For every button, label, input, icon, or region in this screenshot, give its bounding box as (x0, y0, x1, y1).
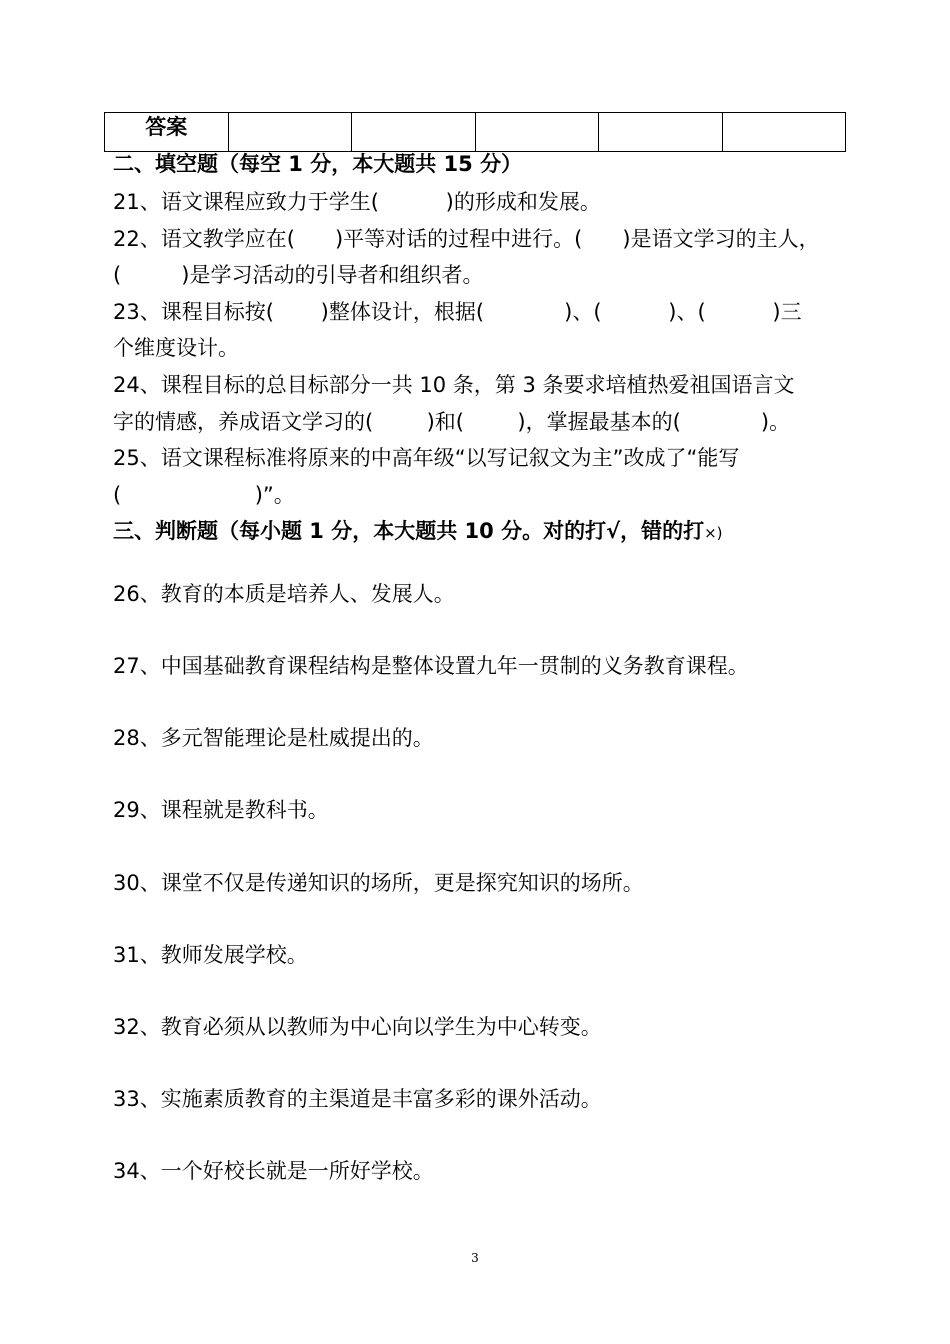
judgment-item: 34、一个好校长就是一所好学校。 (113, 1159, 434, 1183)
question-24-line-1: 24、课程目标的总目标部分一共 10 条，第 3 条要求培植热爱祖国语言文 (113, 373, 795, 397)
section-2-title: 二、填空题（每空 1 分，本大题共 15 分） (113, 152, 523, 176)
question-22-line-2: ( )是学习活动的引导者和组织者。 (113, 263, 484, 287)
question-23-line-2: 个维度设计。 (113, 336, 239, 360)
judgment-item: 27、中国基础教育课程结构是整体设置九年一贯制的义务教育课程。 (113, 654, 749, 678)
judgment-item: 32、教育必须从以教师为中心向以学生为中心转变。 (113, 1015, 602, 1039)
section-3-title (113, 517, 723, 547)
answer-row (105, 113, 846, 152)
judgment-item: 30、课堂不仅是传递知识的场所，更是探究知识的场所。 (113, 871, 644, 895)
answer-cell (722, 113, 846, 152)
section-3-title-main: 三、判断题（每小题 1 分，本大题共 10 分。对的打√，错的打 (113, 519, 705, 543)
answer-header-cell: 答案 (105, 113, 229, 152)
question-21-line: 21、语文课程应致力于学生( )的形成和发展。 (113, 190, 601, 214)
judgment-item: 26、教育的本质是培养人、发展人。 (113, 582, 455, 606)
answer-table (104, 112, 846, 152)
section-3-title-tail: ×) (704, 524, 723, 542)
question-25-line-1: 25、语文课程标准将原来的中高年级“以写记叙文为主”改成了“能写 (113, 446, 740, 470)
answer-cell (599, 113, 723, 152)
question-23-line-1: 23、课程目标按( )整体设计，根据( )、( )、( )三 (113, 300, 802, 324)
judgment-item: 29、课程就是教科书。 (113, 798, 329, 822)
judgment-item: 31、教师发展学校。 (113, 943, 308, 967)
answer-cell (352, 113, 476, 152)
answer-cell (475, 113, 599, 152)
question-22-line-1: 22、语文教学应在( )平等对话的过程中进行。( )是语文学习的主人， (113, 227, 820, 251)
judgment-item: 28、多元智能理论是杜威提出的。 (113, 726, 434, 750)
answer-cell (228, 113, 352, 152)
page-number: 3 (471, 1251, 479, 1265)
question-24-line-2: 字的情感，养成语文学习的( )和( )，掌握最基本的( )。 (113, 410, 791, 434)
question-25-line-2: ( )”。 (113, 483, 295, 507)
judgment-item: 33、实施素质教育的主渠道是丰富多彩的课外活动。 (113, 1087, 602, 1111)
